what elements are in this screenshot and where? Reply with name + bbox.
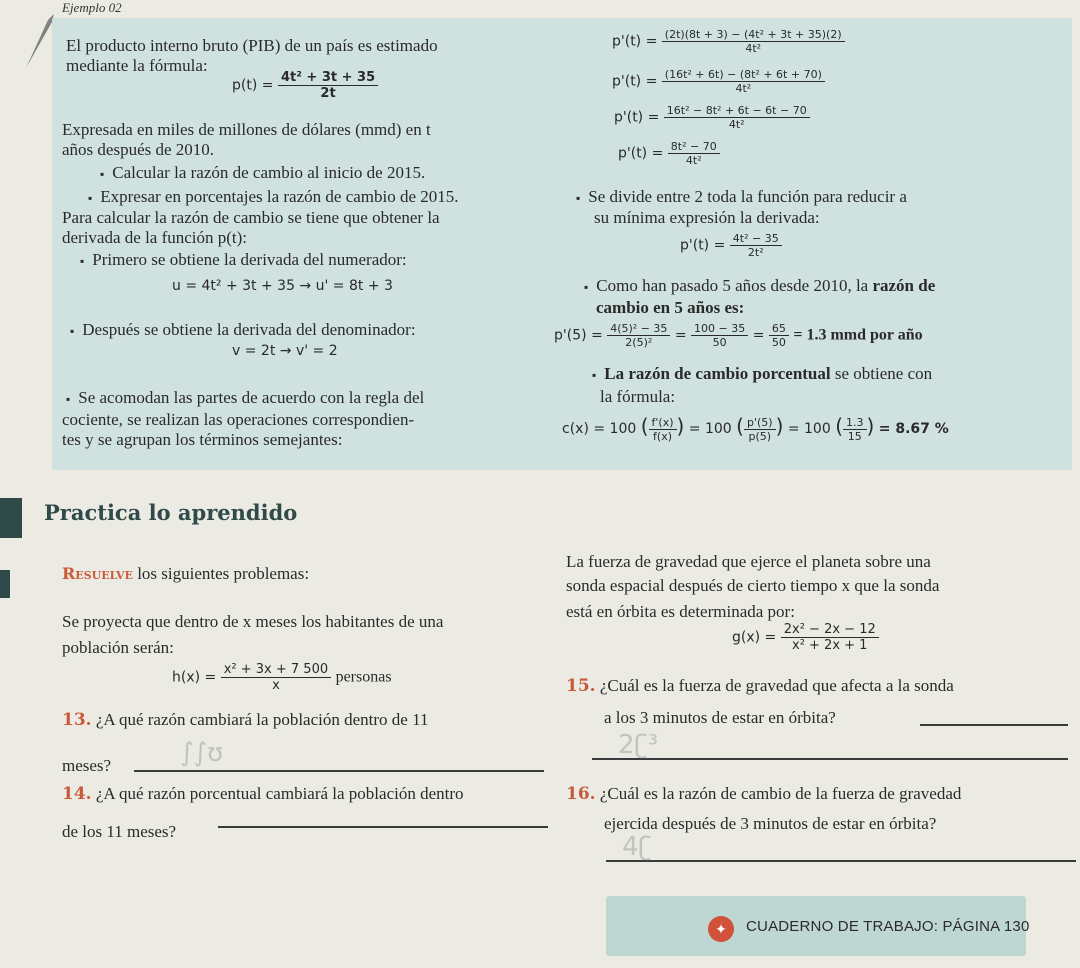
calc-line-1: Para calcular la razón de cambio se tiene que obtener la	[62, 208, 440, 227]
question-15-line-2: a los 3 minutos de estar en órbita?	[604, 708, 836, 727]
pencil-scribble-15: 2ʗ³	[618, 730, 659, 760]
pct-line-1: ▪ La razón de cambio porcentual se obtiene con	[592, 364, 932, 385]
grav-line-1: La fuerza de gravedad que ejerce el planeta sobre una	[566, 552, 931, 571]
divide-line-1: ▪ Se divide entre 2 toda la función para reducir a	[576, 187, 907, 208]
p5-evaluation: p'(5) = $\frac{\text{4(5)² − 35}}{\text{2(5)²}}$ = $\frac{100 - 35}{50}$ = $\frac{65}{50}$ = 1.3 mmd por año	[554, 322, 923, 349]
grav-line-2: sonda espacial después de cierto tiempo x que la sonda	[566, 576, 940, 595]
answer-field-14[interactable]	[218, 826, 548, 828]
percent-formula: c(x) = 100 ( $\frac{f'(x)}{f(x)}$ ) = 100 ( $\frac{p'(5)}{p(5)}$ ) = 100 ( $\frac{1.3}{15}$ ) = 8.67 %	[562, 414, 949, 443]
task-1: ▪ Calcular la razón de cambio al inicio de 2015.	[100, 163, 425, 184]
step-numerator: ▪ Primero se obtiene la derivada del numerador:	[80, 250, 407, 271]
side-tab	[0, 570, 10, 598]
pct-line-2: la fórmula:	[600, 387, 676, 406]
step-rule-2: cociente, se realizan las operaciones correspondien-	[62, 410, 415, 429]
v-derivative: v = 2t → v' = 2	[232, 343, 338, 359]
expressed-line-1: Expresada en miles de millones de dólares (mmd) en t	[62, 120, 431, 139]
example-label: Ejemplo 02	[62, 0, 122, 15]
p-formula: p(t) = $\frac{\text{4t² + 3t + 35}}{2t}$	[232, 70, 378, 101]
pop-line-1: Se proyecta que dentro de x meses los habitantes de una	[62, 612, 444, 631]
step-denominator: ▪ Después se obtiene la derivada del denominador:	[70, 320, 416, 341]
question-14-line-2: de los 11 meses?	[62, 822, 177, 841]
h-formula: h(x) = $\frac{\text{x² + 3x + 7 500}}{x}$ personas	[172, 662, 392, 693]
question-13-line-1: 13. ¿A qué razón cambiará la población dentro de 11	[62, 710, 429, 730]
calc-line-2: derivada de la función p(t):	[62, 228, 248, 247]
question-15-line-1: 15. ¿Cuál es la fuerza de gravedad que afecta a la sonda	[566, 676, 954, 696]
derivative-step-4: p'(t) = $\frac{\text{8t² − 70}}{\text{4t²}}$	[618, 140, 720, 167]
derivative-simplified: p'(t) = $\frac{\text{4t² − 35}}{\text{2t²}}$	[680, 232, 782, 259]
question-14-line-1: 14. ¿A qué razón porcentual cambiará la población dentro	[62, 784, 464, 804]
intro-line-1: El producto interno bruto (PIB) de un país es estimado	[66, 36, 438, 55]
pencil-scribble-13: ∫∫ʊ	[180, 738, 224, 768]
answer-field-16[interactable]	[606, 860, 1076, 862]
answer-field-13[interactable]	[134, 770, 544, 772]
step-rule-1: ▪ Se acomodan las partes de acuerdo con la regla del	[66, 388, 424, 409]
step-rule-3: tes y se agrupan los términos semejantes:	[62, 430, 343, 449]
derivative-step-3: p'(t) = $\frac{\text{16t² − 8t² + 6t − 6t − 70}}{\text{4t²}}$	[614, 104, 810, 131]
passed-line-2: cambio en 5 años es:	[596, 298, 745, 317]
derivative-step-1: p'(t) = $\frac{\text{(2t)(8t + 3) − (4t² + 3t + 35)(2)}}{\text{4t²}}$	[612, 28, 845, 55]
divide-line-2: su mínima expresión la derivada:	[594, 208, 820, 227]
star-icon: ✦	[708, 916, 734, 942]
grav-line-3: está en órbita es determinada por:	[566, 602, 795, 621]
passed-line-1: ▪ Como han pasado 5 años desde 2010, la razón de	[584, 276, 935, 297]
expressed-line-2: años después de 2010.	[62, 140, 215, 159]
practice-title: Practica lo aprendido	[44, 500, 298, 525]
workbook-reference: CUADERNO DE TRABAJO: PÁGINA 130	[746, 918, 1030, 935]
question-16-line-1: 16. ¿Cuál es la razón de cambio de la fuerza de gravedad	[566, 784, 962, 804]
derivative-step-2: p'(t) = $\frac{\text{(16t² + 6t) − (8t² + 6t + 70)}}{\text{4t²}}$	[612, 68, 825, 95]
section-marker-icon	[0, 498, 22, 538]
question-16-line-2: ejercida después de 3 minutos de estar en órbita?	[604, 814, 937, 833]
intro-line-2: mediante la fórmula:	[66, 56, 208, 75]
answer-field-15-a[interactable]	[920, 724, 1068, 726]
task-2: ▪ Expresar en porcentajes la razón de cambio de 2015.	[88, 187, 459, 208]
g-formula: g(x) = $\frac{\text{2x² − 2x − 12}}{\text{x² + 2x + 1}}$	[732, 622, 879, 653]
resuelve-instruction: Resuelve los siguientes problemas:	[62, 564, 310, 583]
u-derivative: u = 4t² + 3t + 35 → u' = 8t + 3	[172, 278, 393, 294]
pop-line-2: población serán:	[62, 638, 174, 657]
question-13-line-2: meses?	[62, 756, 112, 775]
answer-field-15-b[interactable]	[592, 758, 1068, 760]
pencil-scribble-16: 4ʗ	[622, 832, 652, 862]
